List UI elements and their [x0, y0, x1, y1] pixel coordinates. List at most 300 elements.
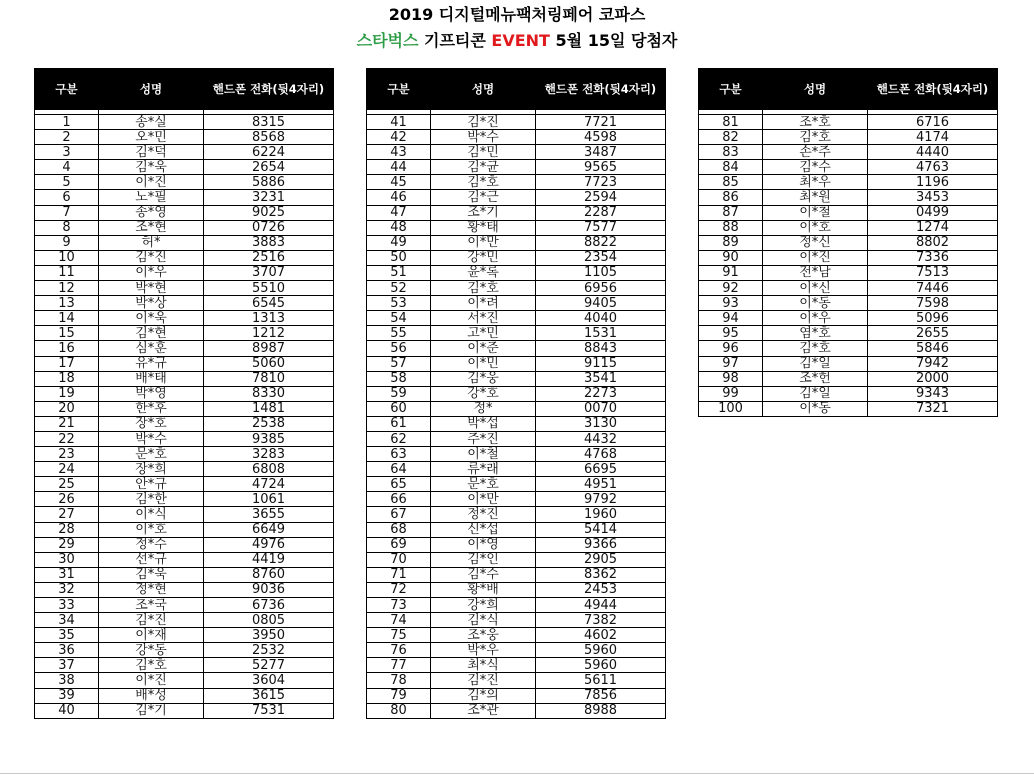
cell-number: 99 [699, 386, 763, 401]
table-row [367, 386, 666, 401]
table-row [35, 341, 334, 356]
table-row [35, 537, 334, 552]
cell-number: 64 [367, 462, 431, 477]
cell-number: 26 [35, 492, 99, 507]
title-date-winners: 5월 15일 당첨자 [549, 31, 678, 50]
cell-name: 이*우 [763, 311, 868, 326]
cell-name: 박*섭 [431, 416, 536, 431]
table-row [367, 371, 666, 386]
cell-number: 28 [35, 522, 99, 537]
cell-number: 76 [367, 643, 431, 658]
table-row [367, 613, 666, 628]
cell-phone: 7446 [868, 281, 998, 296]
table-row [699, 386, 998, 401]
table-row [35, 658, 334, 673]
page-bottom-divider [0, 773, 1034, 774]
table-row [35, 235, 334, 250]
cell-number: 1 [35, 115, 99, 130]
table-row [699, 235, 998, 250]
cell-name: 박*상 [99, 296, 204, 311]
cell-name: 김*욱 [99, 567, 204, 582]
cell-number: 78 [367, 673, 431, 688]
cell-phone: 8362 [536, 567, 666, 582]
cell-name: 이*신 [763, 281, 868, 296]
cell-name: 이*재 [99, 628, 204, 643]
table-row [367, 658, 666, 673]
cell-number: 63 [367, 447, 431, 462]
cell-phone: 2000 [868, 371, 998, 386]
cell-name: 강*동 [99, 643, 204, 658]
cell-phone: 8802 [868, 235, 998, 250]
table-row [35, 582, 334, 597]
cell-number: 32 [35, 582, 99, 597]
document-title [0, 4, 1034, 52]
table-row [35, 386, 334, 401]
cell-phone: 2532 [204, 643, 334, 658]
cell-phone: 9565 [536, 160, 666, 175]
cell-phone: 6716 [868, 115, 998, 130]
cell-phone: 0499 [868, 205, 998, 220]
cell-number: 61 [367, 416, 431, 431]
header-name: 성명 [99, 68, 204, 110]
cell-name: 김*덕 [99, 145, 204, 160]
cell-name: 김*호 [431, 281, 536, 296]
cell-number: 83 [699, 145, 763, 160]
cell-number: 12 [35, 281, 99, 296]
cell-phone: 2354 [536, 250, 666, 265]
table-row [367, 703, 666, 718]
table-row [367, 145, 666, 160]
cell-number: 8 [35, 220, 99, 235]
table-row [367, 265, 666, 280]
cell-phone: 4040 [536, 311, 666, 326]
cell-name: 박*수 [99, 431, 204, 446]
cell-name: 김*균 [431, 160, 536, 175]
cell-name: 주*진 [431, 431, 536, 446]
cell-phone: 7856 [536, 688, 666, 703]
header-name: 성명 [763, 68, 868, 110]
cell-number: 34 [35, 613, 99, 628]
cell-name: 배*태 [99, 371, 204, 386]
cell-phone: 5414 [536, 522, 666, 537]
table-row [35, 567, 334, 582]
cell-number: 56 [367, 341, 431, 356]
cell-phone: 3283 [204, 447, 334, 462]
cell-name: 조*기 [431, 205, 536, 220]
cell-phone: 3453 [868, 190, 998, 205]
table-row [35, 356, 334, 371]
table-row [35, 643, 334, 658]
cell-name: 이*철 [431, 447, 536, 462]
table-row [35, 296, 334, 311]
cell-phone: 2516 [204, 250, 334, 265]
cell-name: 조*관 [431, 703, 536, 718]
cell-number: 87 [699, 205, 763, 220]
table-row [367, 341, 666, 356]
table-row [699, 326, 998, 341]
cell-phone: 7382 [536, 613, 666, 628]
cell-name: 김*일 [763, 356, 868, 371]
cell-name: 강*호 [431, 386, 536, 401]
cell-phone: 4440 [868, 145, 998, 160]
cell-name: 송*실 [99, 115, 204, 130]
cell-name: 박*수 [431, 130, 536, 145]
table-row [367, 582, 666, 597]
cell-name: 김*민 [431, 145, 536, 160]
table-row [35, 130, 334, 145]
winners-table-1 [34, 68, 334, 719]
cell-name: 이*진 [99, 673, 204, 688]
cell-phone: 3604 [204, 673, 334, 688]
table-row [367, 281, 666, 296]
cell-number: 96 [699, 341, 763, 356]
table-row [699, 115, 998, 130]
cell-number: 23 [35, 447, 99, 462]
cell-name: 유*규 [99, 356, 204, 371]
cell-number: 80 [367, 703, 431, 718]
cell-phone: 2654 [204, 160, 334, 175]
cell-name: 강*민 [431, 250, 536, 265]
cell-number: 17 [35, 356, 99, 371]
cell-number: 92 [699, 281, 763, 296]
cell-number: 4 [35, 160, 99, 175]
cell-name: 박*영 [99, 386, 204, 401]
cell-phone: 4768 [536, 447, 666, 462]
cell-phone: 9025 [204, 205, 334, 220]
cell-phone: 5060 [204, 356, 334, 371]
table-row [367, 598, 666, 613]
cell-name: 김*호 [99, 658, 204, 673]
cell-phone: 7336 [868, 250, 998, 265]
table-row [699, 250, 998, 265]
cell-name: 장*희 [99, 462, 204, 477]
table-row [35, 673, 334, 688]
cell-name: 손*주 [763, 145, 868, 160]
table-header-row [367, 68, 666, 110]
cell-number: 46 [367, 190, 431, 205]
table-row [367, 115, 666, 130]
cell-phone: 4951 [536, 477, 666, 492]
cell-number: 91 [699, 265, 763, 280]
cell-number: 89 [699, 235, 763, 250]
cell-phone: 7723 [536, 175, 666, 190]
cell-number: 13 [35, 296, 99, 311]
cell-phone: 7810 [204, 371, 334, 386]
cell-name: 이*진 [99, 175, 204, 190]
cell-name: 박*우 [431, 643, 536, 658]
cell-number: 58 [367, 371, 431, 386]
cell-name: 김*진 [431, 115, 536, 130]
cell-phone: 9036 [204, 582, 334, 597]
cell-phone: 6808 [204, 462, 334, 477]
table-row [35, 205, 334, 220]
cell-number: 97 [699, 356, 763, 371]
cell-name: 이*식 [99, 507, 204, 522]
table-row [699, 190, 998, 205]
table-row [367, 643, 666, 658]
cell-number: 100 [699, 401, 763, 416]
cell-phone: 1531 [536, 326, 666, 341]
table-row [35, 281, 334, 296]
table-row [699, 205, 998, 220]
cell-number: 49 [367, 235, 431, 250]
cell-phone: 5611 [536, 673, 666, 688]
cell-number: 3 [35, 145, 99, 160]
cell-phone: 7721 [536, 115, 666, 130]
cell-number: 79 [367, 688, 431, 703]
cell-name: 이*동 [763, 296, 868, 311]
cell-phone: 3231 [204, 190, 334, 205]
cell-phone: 2287 [536, 205, 666, 220]
cell-name: 최*원 [763, 190, 868, 205]
cell-number: 15 [35, 326, 99, 341]
header-no: 구분 [699, 68, 763, 110]
header-phone: 핸드폰 전화(뒷4자리) [204, 68, 334, 110]
cell-number: 44 [367, 160, 431, 175]
table-row [35, 250, 334, 265]
cell-number: 82 [699, 130, 763, 145]
cell-phone: 3615 [204, 688, 334, 703]
cell-number: 7 [35, 205, 99, 220]
cell-number: 18 [35, 371, 99, 386]
cell-number: 57 [367, 356, 431, 371]
cell-phone: 4763 [868, 160, 998, 175]
cell-number: 16 [35, 341, 99, 356]
cell-name: 이*욱 [99, 311, 204, 326]
cell-phone: 6649 [204, 522, 334, 537]
table-row [699, 296, 998, 311]
cell-number: 59 [367, 386, 431, 401]
cell-phone: 9385 [204, 431, 334, 446]
cell-phone: 8987 [204, 341, 334, 356]
cell-phone: 1196 [868, 175, 998, 190]
cell-name: 김*진 [99, 613, 204, 628]
table-row [35, 507, 334, 522]
cell-name: 김*호 [763, 130, 868, 145]
table-row [367, 235, 666, 250]
cell-number: 38 [35, 673, 99, 688]
cell-name: 이*민 [431, 356, 536, 371]
cell-number: 11 [35, 265, 99, 280]
cell-number: 55 [367, 326, 431, 341]
cell-number: 74 [367, 613, 431, 628]
header-name: 성명 [431, 68, 536, 110]
cell-name: 조*웅 [431, 628, 536, 643]
table-row [367, 416, 666, 431]
cell-number: 81 [699, 115, 763, 130]
table-row [367, 220, 666, 235]
cell-number: 51 [367, 265, 431, 280]
cell-phone: 3950 [204, 628, 334, 643]
cell-phone: 2273 [536, 386, 666, 401]
cell-number: 98 [699, 371, 763, 386]
cell-name: 김*기 [99, 703, 204, 718]
cell-number: 60 [367, 401, 431, 416]
cell-name: 이*호 [763, 220, 868, 235]
cell-name: 허* [99, 235, 204, 250]
cell-name: 이*만 [431, 235, 536, 250]
cell-phone: 9792 [536, 492, 666, 507]
cell-name: 한*후 [99, 401, 204, 416]
cell-phone: 0805 [204, 613, 334, 628]
cell-name: 김*한 [99, 492, 204, 507]
cell-phone: 0070 [536, 401, 666, 416]
table-row [699, 371, 998, 386]
cell-number: 42 [367, 130, 431, 145]
cell-name: 장*호 [99, 416, 204, 431]
table-row [35, 175, 334, 190]
cell-phone: 8330 [204, 386, 334, 401]
cell-phone: 2905 [536, 552, 666, 567]
table-row [35, 371, 334, 386]
table-row [35, 431, 334, 446]
cell-phone: 8760 [204, 567, 334, 582]
table-row [35, 613, 334, 628]
cell-number: 33 [35, 598, 99, 613]
cell-number: 19 [35, 386, 99, 401]
table-row [367, 447, 666, 462]
table-row [35, 190, 334, 205]
cell-name: 신*섭 [431, 522, 536, 537]
cell-number: 93 [699, 296, 763, 311]
cell-phone: 2655 [868, 326, 998, 341]
cell-phone: 9366 [536, 537, 666, 552]
table-row [367, 507, 666, 522]
cell-phone: 6224 [204, 145, 334, 160]
cell-number: 77 [367, 658, 431, 673]
table-row [35, 265, 334, 280]
cell-number: 39 [35, 688, 99, 703]
cell-number: 54 [367, 311, 431, 326]
cell-name: 이*준 [431, 341, 536, 356]
table-row [699, 281, 998, 296]
table-row [699, 356, 998, 371]
cell-phone: 4419 [204, 552, 334, 567]
table-row [35, 115, 334, 130]
cell-phone: 4598 [536, 130, 666, 145]
cell-number: 95 [699, 326, 763, 341]
cell-phone: 6545 [204, 296, 334, 311]
cell-name: 이*영 [431, 537, 536, 552]
cell-phone: 2538 [204, 416, 334, 431]
cell-phone: 5960 [536, 643, 666, 658]
cell-phone: 5960 [536, 658, 666, 673]
header-no: 구분 [367, 68, 431, 110]
cell-number: 5 [35, 175, 99, 190]
cell-phone: 1212 [204, 326, 334, 341]
cell-phone: 8822 [536, 235, 666, 250]
cell-name: 안*규 [99, 477, 204, 492]
cell-number: 27 [35, 507, 99, 522]
cell-name: 염*호 [763, 326, 868, 341]
table-row [35, 703, 334, 718]
winners-table-2 [366, 68, 666, 719]
table-row [367, 492, 666, 507]
cell-name: 황*배 [431, 582, 536, 597]
cell-number: 37 [35, 658, 99, 673]
cell-phone: 5886 [204, 175, 334, 190]
cell-phone: 4602 [536, 628, 666, 643]
cell-number: 69 [367, 537, 431, 552]
cell-name: 최*식 [431, 658, 536, 673]
table-row [35, 447, 334, 462]
cell-number: 50 [367, 250, 431, 265]
table-row [367, 628, 666, 643]
cell-name: 조*국 [99, 598, 204, 613]
cell-name: 김*진 [99, 250, 204, 265]
cell-phone: 4432 [536, 431, 666, 446]
cell-phone: 7577 [536, 220, 666, 235]
cell-name: 김*현 [99, 326, 204, 341]
winners-table-3 [698, 68, 998, 417]
cell-number: 40 [35, 703, 99, 718]
cell-name: 정*진 [431, 507, 536, 522]
table-row [699, 145, 998, 160]
cell-name: 김*호 [431, 175, 536, 190]
cell-number: 36 [35, 643, 99, 658]
table-row [35, 688, 334, 703]
cell-number: 75 [367, 628, 431, 643]
cell-name: 김*일 [763, 386, 868, 401]
cell-name: 이*철 [763, 205, 868, 220]
cell-phone: 5510 [204, 281, 334, 296]
cell-phone: 4724 [204, 477, 334, 492]
cell-phone: 8568 [204, 130, 334, 145]
table-row [35, 326, 334, 341]
cell-phone: 5846 [868, 341, 998, 356]
cell-phone: 2453 [536, 582, 666, 597]
cell-number: 24 [35, 462, 99, 477]
table-row [35, 401, 334, 416]
cell-name: 송*영 [99, 205, 204, 220]
cell-number: 52 [367, 281, 431, 296]
table-row [367, 160, 666, 175]
cell-name: 문*호 [431, 477, 536, 492]
cell-name: 김*수 [763, 160, 868, 175]
cell-number: 66 [367, 492, 431, 507]
cell-phone: 6956 [536, 281, 666, 296]
table-row [367, 356, 666, 371]
title-subtitle [0, 30, 1034, 52]
cell-number: 29 [35, 537, 99, 552]
cell-phone: 3883 [204, 235, 334, 250]
cell-name: 선*규 [99, 552, 204, 567]
cell-name: 전*남 [763, 265, 868, 280]
table-row [699, 220, 998, 235]
cell-number: 73 [367, 598, 431, 613]
table-row [699, 341, 998, 356]
cell-name: 고*민 [431, 326, 536, 341]
table-row [35, 598, 334, 613]
cell-phone: 5096 [868, 311, 998, 326]
cell-number: 21 [35, 416, 99, 431]
cell-name: 배*성 [99, 688, 204, 703]
cell-name: 서*진 [431, 311, 536, 326]
cell-phone: 3655 [204, 507, 334, 522]
table-row [35, 160, 334, 175]
table-row [367, 205, 666, 220]
cell-number: 2 [35, 130, 99, 145]
cell-phone: 7513 [868, 265, 998, 280]
cell-phone: 8843 [536, 341, 666, 356]
table-row [367, 477, 666, 492]
cell-name: 정*신 [763, 235, 868, 250]
cell-name: 이*진 [763, 250, 868, 265]
table-row [699, 130, 998, 145]
header-no: 구분 [35, 68, 99, 110]
cell-number: 90 [699, 250, 763, 265]
cell-number: 35 [35, 628, 99, 643]
